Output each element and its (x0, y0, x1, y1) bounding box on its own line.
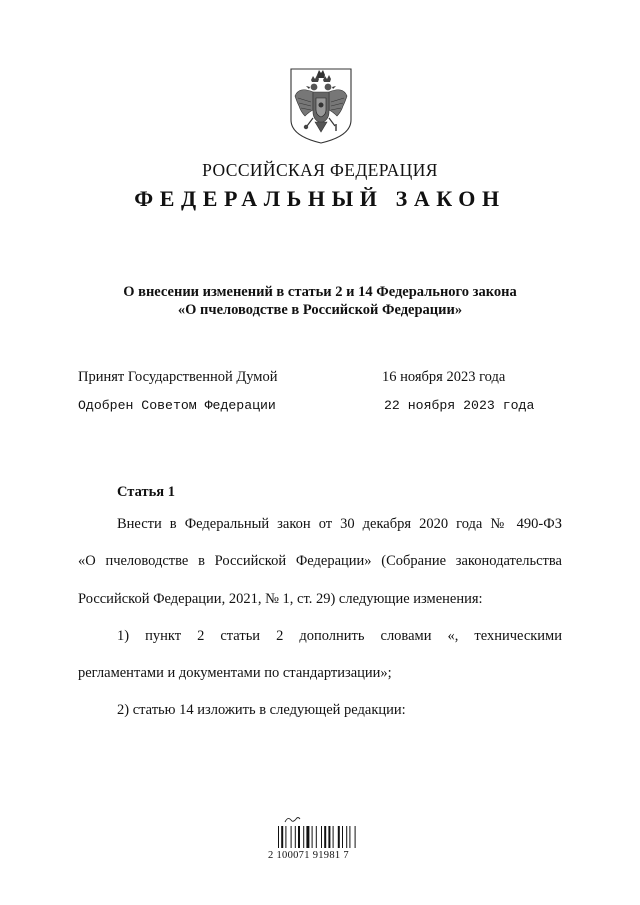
barcode-bar (355, 826, 356, 848)
country-name: РОССИЙСКАЯ ФЕДЕРАЦИЯ (202, 160, 438, 180)
barcode-bar (342, 826, 343, 848)
duma-adoption-date: 16 ноября 2023 года (382, 369, 506, 385)
barcode-bar (291, 826, 292, 848)
law-title (60, 283, 580, 319)
law-title-line: «О пчеловодстве в Российской Федерации» (177, 302, 463, 318)
article-paragraph-line: Внести в Федеральный закон от 30 декабря 2020 года № 490-ФЗ (117, 516, 562, 532)
barcode-bar (281, 826, 283, 848)
article-paragraph-line: «О пчеловодстве в Российской Федерации» (Собрание законодательства (78, 553, 562, 569)
barcode-bar (328, 826, 330, 848)
council-approval-date: 22 ноября 2023 года (384, 398, 535, 413)
barcode-bar (312, 826, 313, 848)
barcode-bar (295, 826, 296, 848)
barcode-bar (338, 826, 340, 848)
article-item-line: 2) статью 14 изложить в следующей редакции: (117, 702, 406, 718)
barcode-bar (321, 826, 322, 848)
barcode-bar (316, 826, 317, 848)
article-paragraph-line: Российской Федерации, 2021, № 1, ст. 29) следующие изменения: (78, 591, 483, 607)
barcode-bar (324, 826, 326, 848)
barcode-bar (333, 826, 334, 848)
barcode-number: 2 100071 91981 7 (268, 850, 349, 861)
barcode-bar (303, 826, 304, 848)
article-item-line: регламентами и документами по стандартизации»; (78, 665, 392, 681)
barcode-bar (285, 826, 286, 848)
double-headed-eagle-icon (289, 68, 353, 144)
barcode-bar (349, 826, 350, 848)
council-approval-label: Одобрен Советом Федерации (78, 398, 276, 413)
barcode-bar (346, 826, 347, 848)
barcode-bar (298, 826, 300, 848)
document-type: ФЕДЕРАЛЬНЫЙ ЗАКОН (134, 186, 506, 211)
duma-adoption-label: Принят Государственной Думой (78, 369, 278, 385)
article-heading: Статья 1 (117, 484, 175, 500)
barcode-bar (306, 826, 309, 848)
law-title-line: О внесении изменений в статьи 2 и 14 Федерального закона (123, 284, 517, 300)
article-item-line: 1) пункт 2 статьи 2 дополнить словами «, техническими (117, 628, 562, 644)
barcode-bar (278, 826, 279, 848)
